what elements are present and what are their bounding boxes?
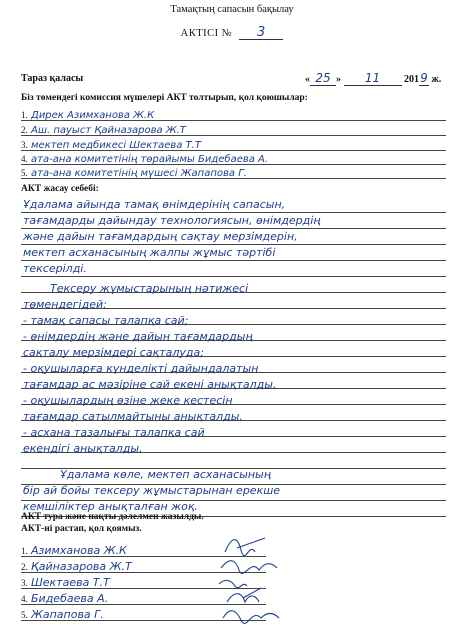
signature-5 [223,611,279,624]
reason-line: және дайын тағамдардың сақтау мерзімдерін, [23,230,298,243]
signer-number: 4. [21,594,28,604]
signer-number: 5. [21,610,28,620]
confirm-statement: АКТ-ні растап, қол қоямыз. [21,524,142,534]
member-number: 3. [21,140,28,150]
reason-line: тағамдар сатылмайтыны анықталды. [23,410,243,423]
ruled-line [21,276,446,277]
date-year-suffix: ж. [431,74,442,85]
commission-member-row [21,150,446,165]
commission-member-row [21,106,446,121]
signature-1 [225,538,265,556]
reason-line: Ұдалама көле, мектеп асханасының [60,468,271,481]
date-month: 11 [344,71,402,86]
reason-line: мектеп асханасының жалпы жұмыс тәртібі [23,246,276,259]
reason-line: Ұдалама айында тамақ өнімдерінің сапасын, [23,198,286,211]
act-number: 3 [239,27,283,40]
reason-label: АКТ жасау себебі: [21,184,99,194]
signer-name: Жапапова Г. [31,608,104,621]
date-year-prefix: 201 [404,74,419,85]
commission-label: Біз төмендегі комиссия мүшелері АКТ толтырып, қол қоюшылар: [21,93,308,103]
reason-line: Тексеру жұмыстарының нәтижесі [50,282,249,295]
member-name: Дирек Азимханова Ж.К [31,110,155,121]
truth-statement: АКТ тура және нақты дәлелмен жазылды. [21,512,204,522]
city-label: Тараз қаласы [21,73,84,84]
act-number-line [0,27,464,40]
signatures-drawing [215,528,325,628]
signer-number: 1. [21,546,28,556]
member-name: Аш. пауыст Қайназарова Ж.Т [31,125,186,136]
reason-line: төмендегідей: [23,298,107,311]
reason-line: - асхана тазалығы талапқа сай [23,426,205,439]
ruled-line [21,228,446,229]
commission-member-row [21,136,446,151]
reason-line: - оқушыларға күнделікті дайындалатын [23,362,259,375]
member-number: 4. [21,154,28,164]
signer-number: 3. [21,578,28,588]
ruled-line [21,212,446,213]
signature-3 [219,580,247,587]
reason-line: тексерілді. [23,262,87,275]
signature-2 [221,561,277,574]
reason-line: екендігі анықталды. [23,442,143,455]
member-number: 1. [21,110,28,120]
ruled-line [21,260,446,261]
signer-name: Азимханова Ж.К [31,544,127,557]
ruled-line [21,244,446,245]
commission-member-row [21,121,446,136]
act-label: АКТІСІ № [180,28,233,39]
date-day: 25 [310,71,336,86]
reason-line: - оқушылардың өзіне жеке кестесін [23,394,233,407]
member-name: ата-ана комитетінің төрайымы Бидебаева А. [31,154,269,165]
signer-number: 2. [21,562,28,572]
reason-line: - тамақ сапасы талапқа сай; [23,314,189,327]
member-name: мектеп медбикесі Шектаева Т.Т [31,140,201,151]
reason-line: тағамдарды дайындау технологиясын, өнімдердің [23,214,321,227]
date-year-digit: 9 [420,71,428,85]
signer-name: Қайназарова Ж.Т [31,560,132,573]
reason-line: бір ай бойы тексеру жұмыстарынан ерекше [23,484,281,497]
signature-4 [227,588,261,602]
reason-line: - өнімдердің және дайын тағамдардың [23,330,253,343]
document-title: Тамақтың сапасын бақылау [170,4,294,15]
reason-line: тағамдар ас мәзіріне сай екені анықталды. [23,378,277,391]
reason-line: сақталу мерзімдері сақталуда; [23,346,204,359]
date-line: « 25 » 11 2019 ж. [305,71,442,85]
commission-member-row [21,164,446,179]
signer-name: Бидебаева А. [31,592,109,605]
signer-name: Шектаева Т.Т [31,576,110,589]
member-number: 2. [21,125,28,135]
member-name: ата-ана комитетінің мүшесі Жапапова Г. [31,168,247,179]
reason-line: кемшіліктер анықталған жоқ. [23,500,198,513]
member-number: 5. [21,168,28,178]
